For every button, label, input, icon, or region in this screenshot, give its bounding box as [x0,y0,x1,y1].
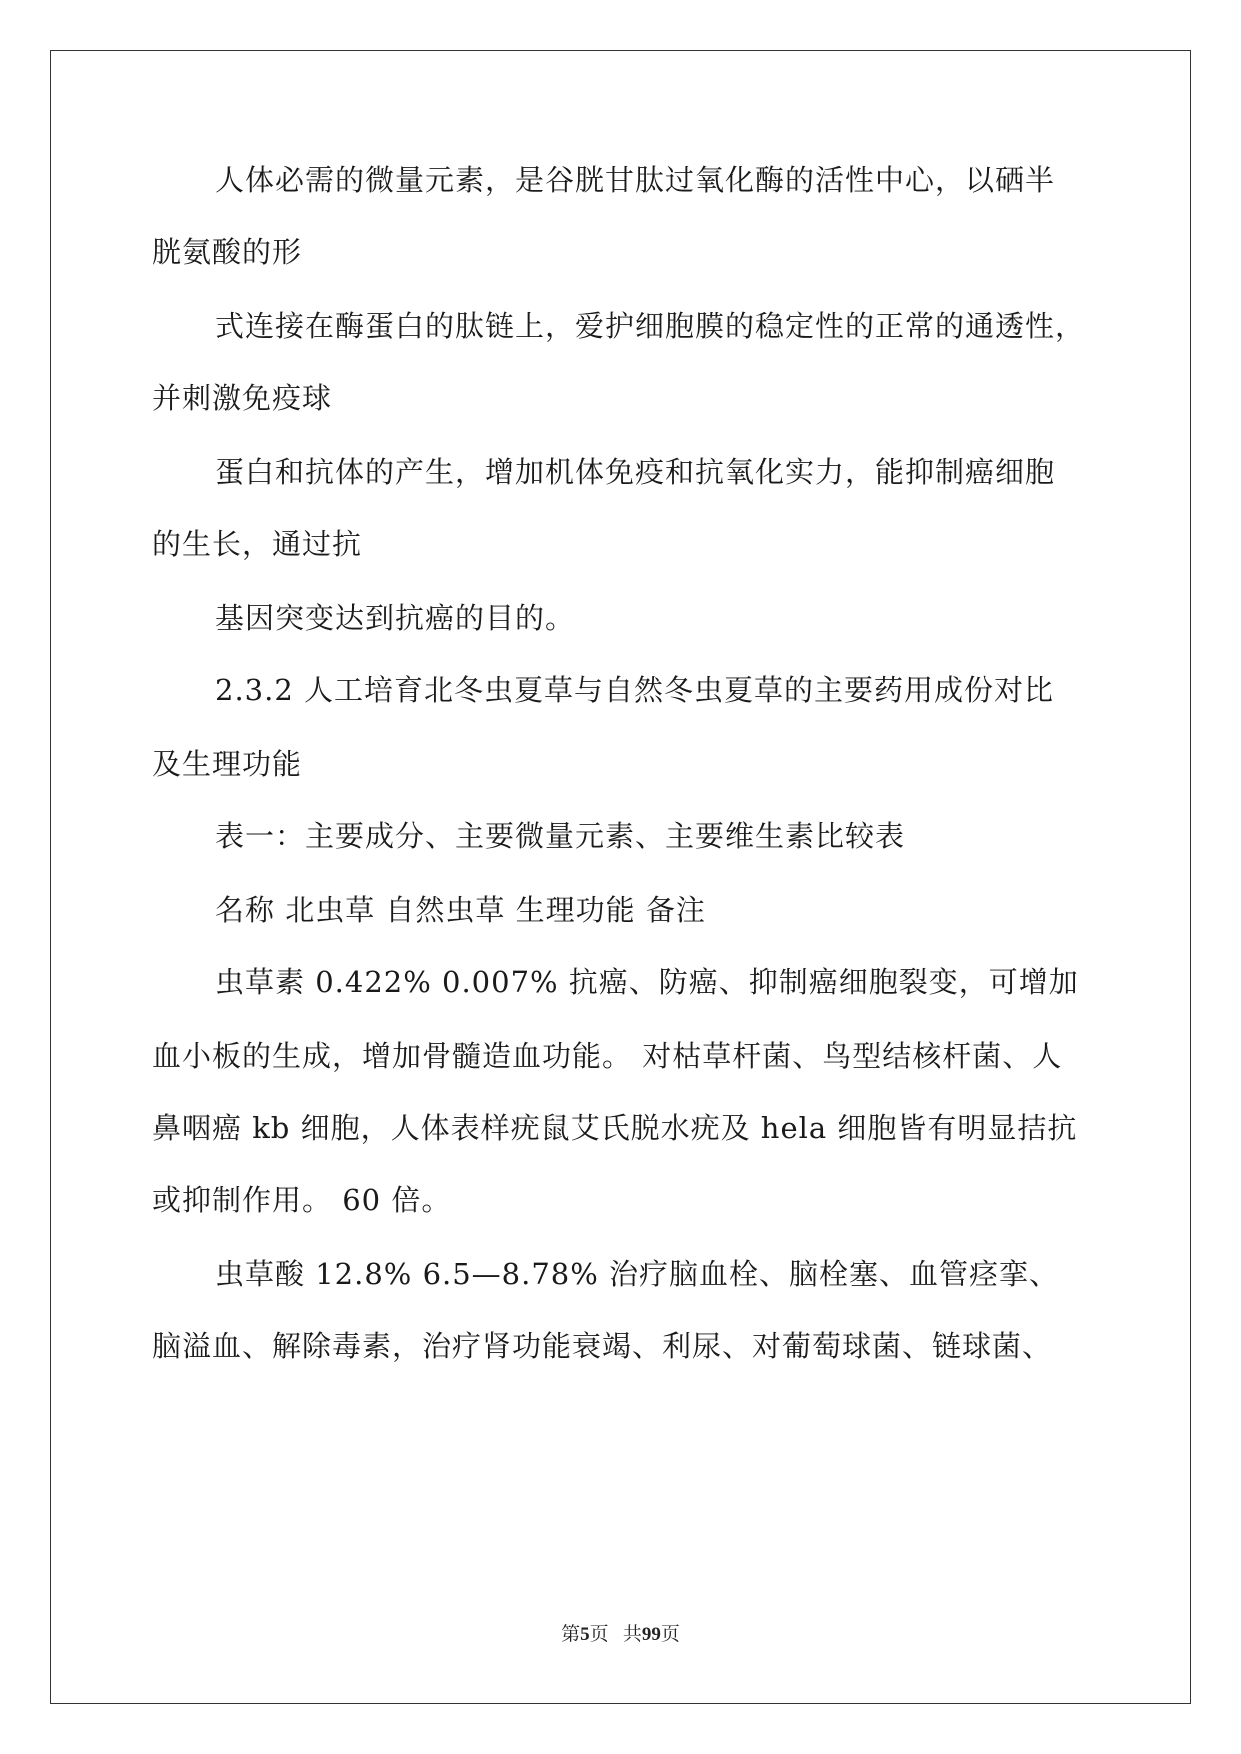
total-suffix: 页 [660,1624,680,1645]
table-row-cont: 鼻咽癌 kb 细胞，人体表样疣鼠艾氏脱水疣及 hela 细胞皆有明显拮抗 [152,1111,1078,1145]
text-line: 人体必需的微量元素，是谷胱甘肽过氧化酶的活性中心，以硒半 [215,163,1056,197]
table-header-row: 名称 北虫草 自然虫草 生理功能 备注 [215,893,706,927]
table-row: 虫草素 0.422% 0.007% 抗癌、防癌、抑制癌细胞裂变，可增加 [215,965,1079,999]
page-footer [0,1619,1241,1646]
table-row: 虫草酸 12.8% 6.5—8.78% 治疗脑血栓、脑栓塞、血管痉挛、 [215,1257,1060,1291]
text-line: 基因突变达到抗癌的目的。 [215,601,576,635]
total-prefix: 共 [622,1624,642,1645]
page-prefix: 第 [561,1624,581,1645]
section-heading-cont: 及生理功能 [152,747,303,781]
total-pages: 99 [641,1624,661,1645]
page-border [50,50,1191,1704]
text-line: 胱氨酸的形 [152,235,303,269]
text-line: 并刺激免疫球 [152,381,333,415]
page-number: 5 [580,1624,590,1645]
text-line: 式连接在酶蛋白的肽链上，爱护细胞膜的稳定性的正常的通透性， [215,309,1086,343]
text-line: 蛋白和抗体的产生，增加机体免疫和抗氧化实力，能抑制癌细胞 [215,455,1056,489]
text-line: 的生长，通过抗 [152,527,363,561]
table-row-cont: 血小板的生成，增加骨髓造血功能。 对枯草杆菌、鸟型结核杆菌、人 [152,1039,1063,1073]
table-row-cont: 脑溢血、解除毒素，治疗肾功能衰竭、利尿、对葡萄球菌、链球菌、 [152,1329,1053,1363]
page-suffix: 页 [589,1624,609,1645]
table-caption: 表一：主要成分、主要微量元素、主要维生素比较表 [215,819,906,853]
section-heading: 2.3.2 人工培育北冬虫夏草与自然冬虫夏草的主要药用成份对比 [215,673,1055,707]
table-row-cont: 或抑制作用。 60 倍。 [152,1183,452,1217]
